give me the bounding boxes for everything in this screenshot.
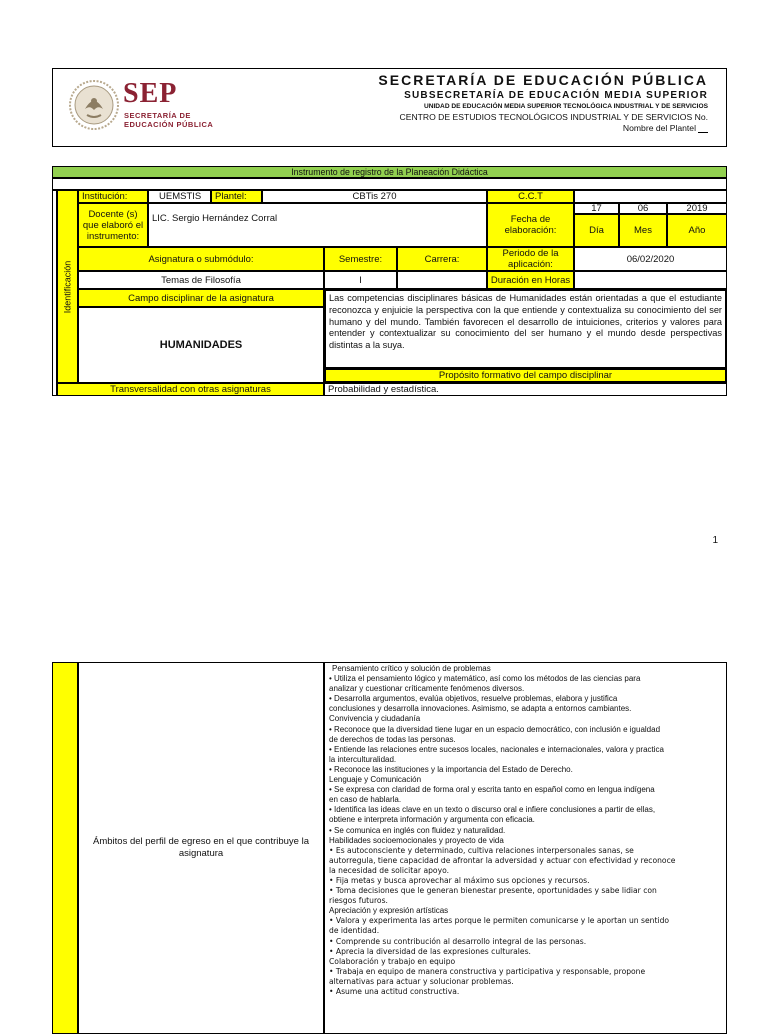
asignatura-value: Temas de Filosofía (161, 274, 241, 286)
campo-label-cell (78, 289, 324, 307)
side-identificacion (57, 190, 78, 383)
periodo-value-cell (574, 247, 727, 271)
eagle-seal-icon (68, 79, 120, 131)
campo-desc: Las competencias disciplinares básicas de Humanidades están orientadas a que el estudiante reconozca y enjuicie la perspectiva con la que entiende y contextualiza su conocimiento del ser humano y del mundo. También favorecen el desarrollo de intuiciones, criterios y valores para entender y contextualizar su conocimiento del ser humano y el mundo desde perspectivas distintas a la suya. (329, 293, 722, 351)
dia-label: Día (589, 225, 604, 236)
perfil-line: • Aprecia la diversidad de las expresiones culturales. (329, 946, 531, 956)
carrera-value-cell (397, 271, 487, 289)
periodo-label: Periodo de la aplicación: (502, 248, 559, 270)
anio-value: 2019 (686, 203, 708, 214)
semestre-value: I (359, 274, 362, 286)
perfil-line: • Desarrolla argumentos, evalúa objetivos, resuelve problemas, elabora y justifica (329, 694, 618, 704)
transversalidad-value: Probabilidad y estadística. (328, 384, 439, 395)
header-unit: UNIDAD DE EDUCACIÓN MEDIA SUPERIOR TECNOLÓGICA INDUSTRIAL Y DE SERVICIOS (423, 103, 708, 110)
perfil-line: • Comprende su contribución al desarrollo integral de las personas. (329, 936, 587, 946)
semestre-label-cell (324, 247, 397, 271)
carrera-label: Carrera: (424, 253, 460, 265)
perfil-line: • Utiliza el pensamiento lógico y matemático, así como los métodos de las ciencias para (329, 674, 641, 684)
perfil-line: • Fija metas y busca aprovechar al máximo sus opciones y recursos. (329, 875, 590, 885)
semestre-value-cell (324, 271, 397, 289)
mes-value: 06 (637, 203, 649, 214)
duracion-label: Duración en Horas (490, 274, 571, 286)
perfil-line: • Valora y experimenta las artes porque le permiten comunicarse y le aportan un sentido (329, 916, 670, 926)
perfil-line: alternativas para actuar y solucionar problemas. (329, 976, 514, 986)
perfil-line: riesgos futuros. (329, 896, 388, 906)
mes-label-cell (619, 214, 667, 247)
dia-value-cell (574, 203, 619, 214)
header-subtitle: SUBSECRETARÍA DE EDUCACIÓN MEDIA SUPERIOR (404, 90, 708, 101)
perfil-line: Pensamiento crítico y solución de problemas (332, 664, 491, 673)
duracion-label-cell (487, 271, 574, 289)
perfil-label: Ámbitos del perfil de egreso en el que contribuye la asignatura (93, 836, 309, 859)
side-identificacion-label: Identificación (62, 260, 72, 313)
perfil-line: en caso de hablarla. (329, 795, 402, 805)
dia-label-cell (574, 214, 619, 247)
perfil-line: • Asume una actitud constructiva. (329, 987, 460, 996)
anio-value-cell (667, 203, 727, 214)
form-title: Instrumento de registro de la Planeación Didáctica (291, 166, 488, 177)
proposito-label-cell (324, 368, 727, 383)
plantel-label: Plantel: (215, 191, 247, 202)
perfil-yellow-strip (52, 662, 78, 1034)
sep-logo (68, 76, 238, 136)
header-nombre-plantel: Nombre del Plantel (622, 123, 696, 133)
header-centro: CENTRO DE ESTUDIOS TECNOLÓGICOS INDUSTRIAL Y DE SERVICIOS No. (399, 112, 708, 122)
anio-label-cell (667, 214, 727, 247)
perfil-content-cell (324, 662, 727, 1034)
perfil-line: conclusiones y desarrolla innovaciones. Asimismo, se adapta a entornos cambiantes. (329, 704, 632, 714)
cct-value-cell (574, 190, 727, 203)
perfil-line: obtiene e interpreta información y argumenta con eficacia. (329, 815, 535, 825)
semestre-label: Semestre: (338, 253, 383, 265)
perfil-line: • Trabaja en equipo de manera constructiva y participativa y responsable, propone (329, 966, 646, 976)
perfil-line: Habilidades socioemocionales y proyecto de vida (329, 835, 504, 845)
perfil-line: • Es autoconsciente y determinado, cultiva relaciones interpersonales sanas, se (329, 845, 634, 855)
perfil-line: autorregula, tiene capacidad de afrontar la adversidad y actuar con efectividad y reconoce (329, 855, 676, 865)
asignatura-label: Asignatura o submódulo: (148, 253, 254, 265)
transversalidad-value-cell (324, 383, 727, 396)
asignatura-label-cell (78, 247, 324, 271)
spacer-row (52, 178, 727, 190)
plantel-value: CBTis 270 (352, 191, 397, 202)
docente-label: Docente (s) que elaboró el instrumento: (82, 208, 144, 242)
transversalidad-label: Transversalidad con otras asignaturas (110, 384, 271, 395)
periodo-label-cell (487, 247, 574, 271)
institucion-label: Institución: (82, 191, 128, 202)
dia-value: 17 (591, 203, 602, 214)
perfil-line: Apreciación y expresión artísticas (329, 906, 449, 916)
perfil-line: de identidad. (329, 926, 380, 936)
perfil-label-cell (78, 662, 324, 1034)
plantel-value-cell (262, 190, 487, 203)
perfil-line: • Toma decisiones que le generan bienestar presente, oportunidades y sabe lidiar con (329, 886, 657, 896)
institucion-value-cell (148, 190, 211, 203)
header-title: SECRETARÍA DE EDUCACIÓN PÚBLICA (378, 72, 708, 88)
docente-label-cell (78, 203, 148, 247)
fecha-label: Fecha de elaboración: (504, 214, 557, 236)
institucion-label-cell (78, 190, 148, 203)
plantel-blank-line (698, 132, 708, 133)
duracion-value-cell (574, 271, 727, 289)
carrera-label-cell (397, 247, 487, 271)
mes-value-cell (619, 203, 667, 214)
perfil-line: la interculturalidad. (329, 754, 397, 764)
perfil-line: • Reconoce las instituciones y la importancia del Estado de Derecho. (329, 764, 573, 774)
logo-main-text: SEP (123, 78, 178, 109)
campo-label: Campo disciplinar de la asignatura (128, 292, 274, 304)
proposito-label: Propósito formativo del campo disciplinar (438, 370, 613, 381)
docente-value: LIC. Sergio Hernández Corral (152, 213, 278, 224)
cct-label: C.C.T (518, 191, 543, 202)
docente-value-cell (148, 203, 487, 247)
perfil-line: • Identifica las ideas clave en un texto o discurso oral e infiere conclusiones a partir de ellas, (329, 805, 656, 815)
page-number: 1 (712, 535, 718, 546)
transversalidad-label-cell (57, 383, 324, 396)
plantel-label-cell (211, 190, 262, 203)
anio-label: Año (688, 225, 706, 236)
campo-value: HUMANIDADES (159, 338, 243, 351)
perfil-line: Lenguaje y Comunicación (329, 775, 422, 785)
perfil-line: Convivencia y ciudadanía (329, 714, 421, 724)
perfil-line: de derechos de todas las personas. (329, 734, 456, 744)
perfil-line: • Reconoce que la diversidad tiene lugar en un espacio democrático, con inclusión e igualdad (329, 724, 661, 734)
form-title-bar (52, 166, 727, 178)
campo-desc-cell (324, 289, 727, 369)
asignatura-value-cell (78, 271, 324, 289)
logo-sub-text-1: SECRETARÍA DE (124, 111, 191, 120)
logo-sub-text-2: EDUCACIÓN PÚBLICA (124, 120, 214, 129)
perfil-line: • Se comunica en inglés con fluidez y naturalidad. (329, 825, 506, 835)
periodo-value: 06/02/2020 (626, 253, 675, 265)
perfil-line: Colaboración y trabajo en equipo (329, 956, 456, 966)
fecha-label-cell (487, 203, 574, 247)
perfil-line: • Entiende las relaciones entre sucesos locales, nacionales e internacionales, valora y practica (329, 744, 664, 754)
perfil-line: la necesidad de solicitar apoyo. (329, 865, 450, 875)
cct-label-cell (487, 190, 574, 203)
campo-value-cell (78, 307, 324, 383)
mes-label: Mes (634, 225, 652, 236)
institucion-value: UEMSTIS (159, 191, 202, 202)
perfil-line: analizar y cuestionar críticamente fenómenos diversos. (329, 684, 525, 694)
perfil-line: • Se expresa con claridad de forma oral y escrita tanto en español como en lengua indígena (329, 785, 655, 795)
